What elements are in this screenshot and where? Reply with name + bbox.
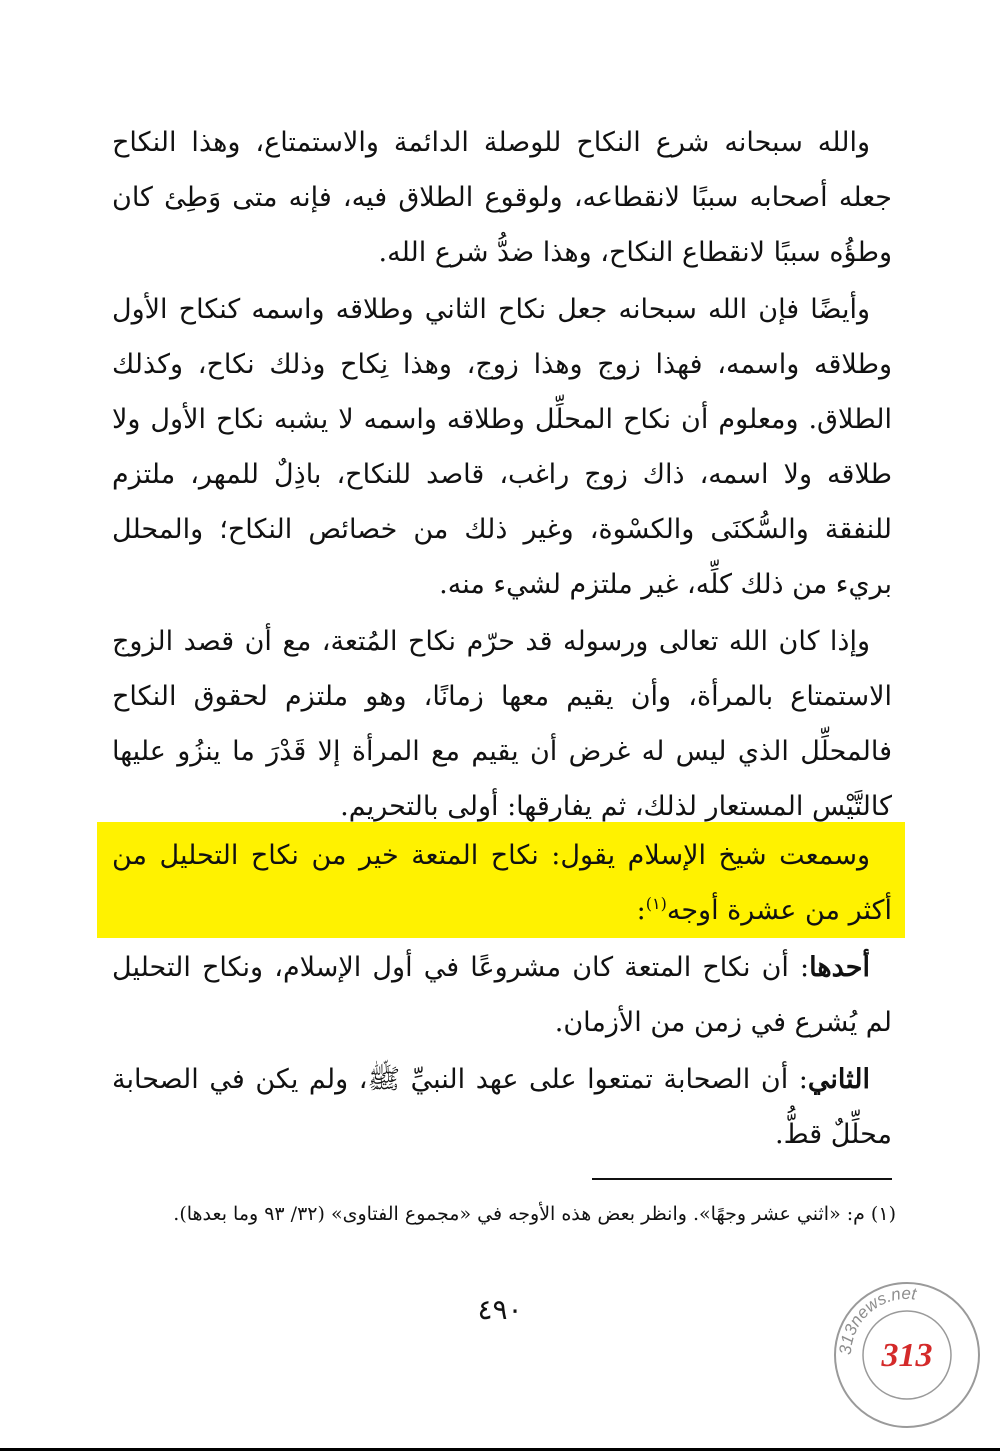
paragraph-2-text: وأيضًا فإن الله سبحانه جعل نكاح الثاني وطلاقه واسمه كنكاح الأول وطلاقه واسمه، فهذا زوج وهذا زوج، وهذا نِكاح وذلك نكاح، وكذلك الطلاق. ومعلوم أن نكاح المحلِّل وطلاقه واسمه لا يشبه نكاح الأول ولا طلاقه ولا اسمه، ذاك زوج راغب، قاصد للنكاح، باذِلٌ للمهر، ملتزم للنفقة والسُّكنَى والكسْوة، وغير ذلك من خصائص النكاح؛ والمحلل بريء من ذلك كلِّه، غير ملتزم لشيء منه. (112, 294, 892, 600)
footnote (112, 1196, 896, 1232)
page-number: ٤٩٠ (477, 1293, 523, 1326)
paragraph-5-text (112, 940, 892, 1050)
footnote-divider (592, 1178, 892, 1180)
paragraph-4-highlighted (112, 828, 892, 938)
paragraph-6-body: : أن الصحابة تمتعوا على عهد النبيِّ ﷺ، ولم يكن في الصحابة محلِّلٌ قطُّ. (112, 1064, 892, 1150)
paragraph-5-body: : أن نكاح المتعة كان مشروعًا في أول الإسلام، ونكاح التحليل لم يُشرع في زمن من الأزمان. (112, 952, 892, 1038)
footnote-reference: (١) (645, 894, 667, 913)
paragraph-2 (112, 282, 892, 612)
watermark-ring-text: 313news.net (835, 1283, 918, 1356)
paragraph-5-lead: أحدها (809, 952, 870, 983)
watermark-center-text: 313 (881, 1337, 933, 1374)
paragraph-4-tail: : (636, 895, 646, 926)
paragraph-6-text (112, 1052, 892, 1162)
paragraph-4-text (112, 828, 892, 938)
paragraph-4-body: وسمعت شيخ الإسلام يقول: نكاح المتعة خير من نكاح التحليل من أكثر من عشرة أوجه (112, 840, 892, 926)
paragraph-5 (112, 940, 892, 1050)
paragraph-6-lead: الثاني (807, 1064, 870, 1095)
paragraph-6 (112, 1052, 892, 1162)
paragraph-3-text: وإذا كان الله تعالى ورسوله قد حرّم نكاح المُتعة، مع أن قصد الزوج الاستمتاع بالمرأة، وأن يقيم معها زمانًا، وهو ملتزم لحقوق النكاح فالمحلِّل الذي ليس له غرض أن يقيم مع المرأة إلا قَدْرَ ما ينزُو عليها كالتَّيْسِ المستعار لذلك، ثم يفارقها: أولى بالتحريم. (112, 626, 892, 822)
bottom-border (0, 1448, 1000, 1451)
watermark-stamp (832, 1280, 982, 1430)
footnote-text: (١) م: «اثني عشر وجهًا». وانظر بعض هذه الأوجه في «مجموع الفتاوى» (٣٢/ ٩٣ وما بعدها). (173, 1203, 896, 1225)
paragraph-1 (112, 115, 892, 280)
paragraph-1-text: والله سبحانه شرع النكاح للوصلة الدائمة والاستمتاع، وهذا النكاح جعله أصحابه سببًا لانقطاعه، ولوقوع الطلاق فيه، فإنه متى وَطِئ كان وطؤُه سببًا لانقطاع النكاح، وهذا ضدُّ شرع الله. (112, 127, 892, 268)
paragraph-3 (112, 614, 892, 834)
